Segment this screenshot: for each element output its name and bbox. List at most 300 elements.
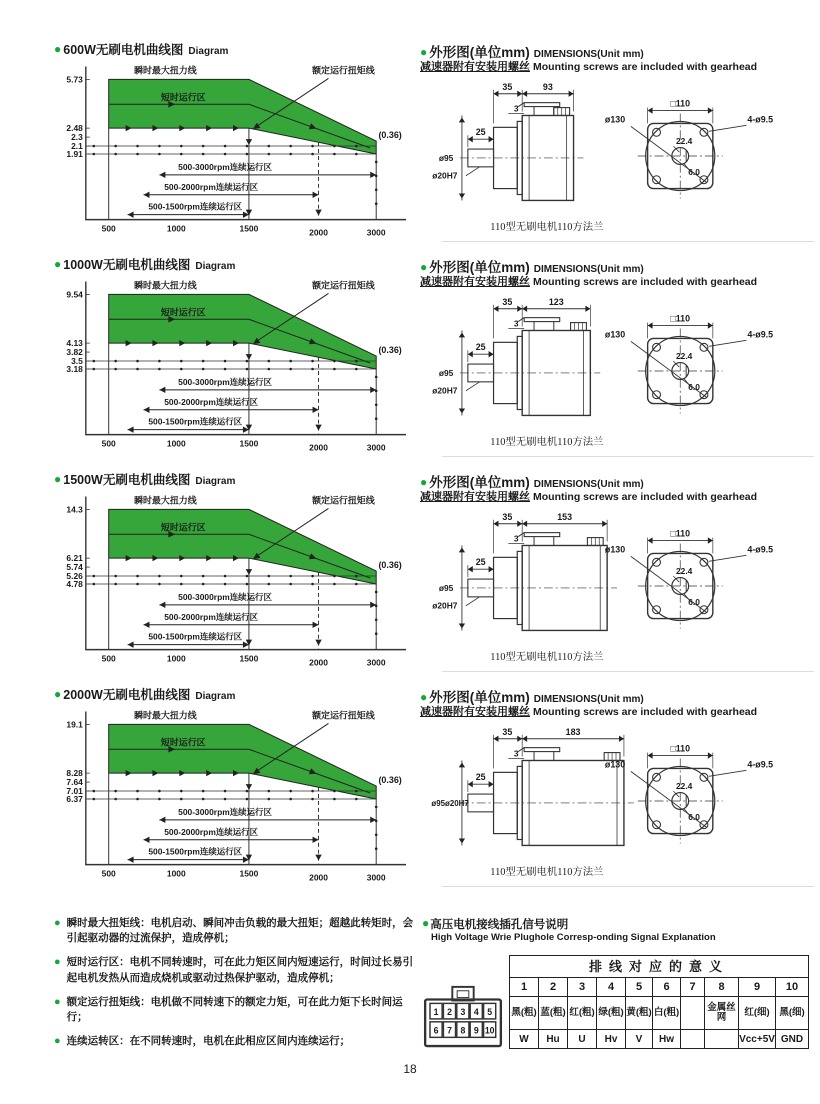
pin-number-cell: 2 <box>539 978 568 997</box>
bullet-icon: ● <box>54 472 62 486</box>
bullet-icon: ● <box>54 956 61 969</box>
rated-torque-label: 额定运行扭矩线 <box>312 65 375 76</box>
arrowhead-icon <box>459 409 465 414</box>
x-tick-label: 3000 <box>366 657 386 668</box>
signal-body <box>422 955 814 1049</box>
zone-label: 500-1500rpm连续运行区 <box>148 201 243 212</box>
short-zone-label: 短时运行区 <box>160 737 206 748</box>
x-tick-label: 1000 <box>166 438 186 449</box>
dims-subtitle <box>420 488 816 504</box>
pin-number-cell: 8 <box>705 978 739 997</box>
y-tick-label: 9.54 <box>66 289 83 300</box>
chart-title-text: 1500W无刷电机曲线图 <box>63 473 191 487</box>
arrowhead-icon <box>313 837 319 843</box>
arrowhead-icon <box>517 91 522 97</box>
arrowhead-icon <box>489 566 494 572</box>
gearhead-length-label: 35 <box>502 726 513 737</box>
dims-title-cn: 外形图(单位mm) <box>429 260 530 275</box>
arrowhead-icon <box>313 192 319 198</box>
flange-square-label: □110 <box>670 528 691 539</box>
chart-title-text: 2000W无刷电机曲线图 <box>63 688 191 702</box>
body-length-label: 93 <box>542 81 553 92</box>
arrowhead-icon <box>468 351 473 357</box>
chart-block-2000w <box>54 685 420 900</box>
torque-speed-chart-2000w <box>54 703 412 889</box>
wire-color-cell: 白(粗) <box>653 997 681 1030</box>
bullet-icon: ● <box>54 257 62 271</box>
body-dia-label: ø95ø20H7 <box>431 798 469 808</box>
arrowhead-icon <box>468 136 473 142</box>
keyway-label: 6.0 <box>688 166 700 177</box>
flange-square-label: □110 <box>670 743 691 754</box>
dims-title-cn: 外形图(单位mm) <box>429 45 530 60</box>
arrowhead-icon <box>708 537 713 543</box>
keyway-label: 6.0 <box>688 381 700 392</box>
wire-signal-cell <box>705 1030 739 1049</box>
wire-color-cell: 红(粗) <box>568 997 597 1030</box>
mounting-holes-label: 4-ø9.5 <box>747 544 774 555</box>
chart-title-text: 600W无刷电机曲线图 <box>63 43 184 57</box>
bullet-icon: ● <box>420 475 428 489</box>
bolt-circle-label: ø130 <box>604 544 626 555</box>
pin-number-cell: 5 <box>626 978 653 997</box>
arrowhead-icon <box>459 117 465 122</box>
arrowhead-icon <box>489 781 494 787</box>
arrowhead-icon <box>602 521 607 527</box>
keyway-label: 6.0 <box>688 596 700 607</box>
wire-color-cell: 黑(粗) <box>510 997 539 1030</box>
chart-title-en: Diagram <box>195 476 236 487</box>
gearhead-length-label: 35 <box>502 511 513 522</box>
short-zone-label: 短时运行区 <box>160 92 206 103</box>
dims-block-1000w <box>420 255 816 470</box>
mounting-holes-label: 4-ø9.5 <box>747 114 774 125</box>
signal-title-en: High Voltage Wrie Plughole Corresp-onding Signal Explanation <box>431 932 716 943</box>
plate-thickness-label: 3 <box>513 533 519 544</box>
connector-pin-number: 10 <box>484 1025 495 1036</box>
dims-subtitle <box>420 703 816 719</box>
zone-label: 500-1500rpm连续运行区 <box>148 416 243 427</box>
bore-dia-label: 22.4 <box>676 351 693 362</box>
dims-subtitle-en: Mounting screws are included with gearhead <box>533 706 758 718</box>
arrowhead-icon <box>370 387 376 393</box>
bore-dia-label: 22.4 <box>676 136 693 147</box>
body-dia-label: ø95 <box>438 582 454 593</box>
note-item <box>54 916 420 946</box>
peak-torque-label: 瞬时最大扭力线 <box>134 495 197 506</box>
dims-title-en: DIMENSIONS(Unit mm) <box>533 49 644 60</box>
arrowhead-icon <box>159 602 165 608</box>
torque-speed-chart-1500w <box>54 488 412 674</box>
dims-title <box>420 41 816 58</box>
bolt-circle-label: ø130 <box>604 329 626 340</box>
wire-color-cell: 红(细) <box>739 997 776 1030</box>
arrowhead-icon <box>159 172 165 178</box>
chart-title <box>54 255 420 273</box>
gearhead-length-label: 35 <box>502 296 513 307</box>
y-tick-label: 7.01 <box>66 786 83 797</box>
arrowhead-icon <box>489 136 494 142</box>
peak-torque-label: 瞬时最大扭力线 <box>134 280 197 291</box>
bolt-circle-label: ø130 <box>604 114 626 125</box>
connector-pin-number: 9 <box>473 1025 479 1036</box>
zone-label: 500-2000rpm连续运行区 <box>164 396 259 407</box>
connector-pin-number: 6 <box>433 1025 439 1036</box>
body-length-label: 153 <box>557 511 573 522</box>
shaft-bore-label: ø20H7 <box>432 600 458 611</box>
x-tick-label: 2000 <box>309 442 328 453</box>
x-tick-label: 3000 <box>366 227 386 238</box>
zone-label: 500-2000rpm连续运行区 <box>164 181 259 192</box>
chart-title-en: Diagram <box>195 261 236 272</box>
dims-subtitle <box>420 273 816 289</box>
end-value-label: (0.36) <box>378 560 402 571</box>
wire-signal-cell: V <box>626 1030 653 1049</box>
wire-signal-cell <box>681 1030 705 1049</box>
arrowhead-icon <box>313 407 319 413</box>
arrowhead-icon <box>585 306 590 312</box>
keyway-label: 6.0 <box>688 811 700 822</box>
arrowhead-icon <box>370 172 376 178</box>
x-tick-label: 1500 <box>239 223 259 234</box>
mounting-holes-label: 4-ø9.5 <box>747 759 774 770</box>
torque-speed-chart-600w <box>54 58 412 244</box>
arrowhead-icon <box>522 521 527 527</box>
y-tick-label: 14.3 <box>66 504 83 515</box>
y-tick-label: 4.78 <box>66 578 83 589</box>
y-tick-label: 3.82 <box>66 347 83 358</box>
arrowhead-icon <box>468 566 473 572</box>
y-tick-label: 5.73 <box>66 74 83 85</box>
dims-subtitle-en: Mounting screws are included with gearhead <box>533 491 758 503</box>
pin-number-cell: 7 <box>681 978 705 997</box>
arrowhead-icon <box>522 91 527 97</box>
rated-torque-label: 额定运行扭矩线 <box>312 710 375 721</box>
shaft-length-label: 25 <box>475 127 486 138</box>
dims-subtitle <box>420 58 816 74</box>
pin-number-cell: 1 <box>510 978 539 997</box>
wire-signal-cell: W <box>510 1030 539 1049</box>
note-text: 连续运转区：在不同转速时，电机在此相应区间内连续运行； <box>66 1035 351 1048</box>
zone-label: 500-2000rpm连续运行区 <box>164 826 259 837</box>
drawing-caption: 110型无刷电机110方法兰 <box>490 652 604 664</box>
short-zone-label: 短时运行区 <box>160 522 206 533</box>
chart-block-1500w <box>54 470 420 685</box>
dims-title <box>420 686 816 703</box>
dims-subtitle-en: Mounting screws are included with gearhead <box>533 276 758 288</box>
arrowhead-icon <box>517 521 522 527</box>
wire-signal-cell: Hv <box>597 1030 626 1049</box>
plate-thickness-label: 3 <box>513 318 519 329</box>
drawing-caption: 110型无刷电机110方法兰 <box>490 867 604 879</box>
bolt-circle-label: ø130 <box>604 759 626 770</box>
arrowhead-icon <box>494 306 499 312</box>
operating-region <box>109 294 377 369</box>
note-item <box>54 995 420 1025</box>
connector-pin-number: 5 <box>487 1007 493 1018</box>
bullet-icon: ● <box>420 690 428 704</box>
arrowhead-icon <box>522 306 527 312</box>
zone-label: 500-3000rpm连续运行区 <box>178 591 272 602</box>
arrowhead-icon <box>370 817 376 823</box>
x-tick-label: 1000 <box>166 653 186 664</box>
note-item <box>54 1034 420 1049</box>
shaft-length-label: 25 <box>475 772 486 783</box>
x-tick-label: 2000 <box>309 657 328 668</box>
chart-block-1000w <box>54 255 420 470</box>
wire-color-cell: 黄(粗) <box>626 997 653 1030</box>
signal-title-cn: 高压电机接线插孔信号说明 <box>430 919 569 931</box>
dimension-drawing-1500w <box>420 504 816 666</box>
end-value-label: (0.36) <box>378 130 402 141</box>
connector-pin-number: 8 <box>460 1025 466 1036</box>
arrowhead-icon <box>522 736 527 742</box>
body-dia-label: ø95 <box>438 152 454 163</box>
arrowhead-icon <box>619 736 624 742</box>
y-tick-label: 3.18 <box>66 363 83 374</box>
arrowhead-icon <box>459 624 465 629</box>
shaft-length-label: 25 <box>475 557 486 568</box>
y-tick-label: 6.37 <box>66 793 83 804</box>
x-tick-label: 2000 <box>309 227 328 238</box>
note-text: 额定运行扭矩线：电机做不同转速下的额定力矩，可在此力矩下长时间运行； <box>66 995 403 1024</box>
arrowhead-icon <box>517 736 522 742</box>
arrowhead-icon <box>708 752 713 758</box>
wire-signal-cell: U <box>568 1030 597 1049</box>
x-tick-label: 500 <box>101 653 116 664</box>
y-tick-label: 3.5 <box>71 356 83 367</box>
arrowhead-icon <box>144 192 150 198</box>
arrowhead-icon <box>648 537 653 543</box>
arrowhead-icon <box>370 602 376 608</box>
wire-color-cell: 绿(粗) <box>597 997 626 1030</box>
x-tick-label: 3000 <box>366 442 386 453</box>
signal-section <box>422 916 814 1059</box>
arrowhead-icon <box>315 425 321 431</box>
pin-number-cell: 3 <box>568 978 597 997</box>
arrowhead-icon <box>494 736 499 742</box>
zone-label: 500-3000rpm连续运行区 <box>178 376 272 387</box>
arrowhead-icon <box>128 641 134 647</box>
arrowhead-icon <box>459 762 465 767</box>
dims-title <box>420 256 816 273</box>
arrowhead-icon <box>246 139 252 145</box>
arrowhead-icon <box>315 640 321 646</box>
dims-subtitle-cn: 减速器附有安装用螺丝 <box>420 276 530 288</box>
dims-subtitle-en: Mounting screws are included with gearhead <box>533 61 758 73</box>
torque-speed-chart-1000w <box>54 273 412 459</box>
bullet-icon: ● <box>54 1035 61 1048</box>
dims-title-en: DIMENSIONS(Unit mm) <box>533 694 644 705</box>
y-tick-label: 8.28 <box>66 768 83 779</box>
body-dia-label: ø95 <box>438 367 454 378</box>
x-tick-label: 1000 <box>166 223 186 234</box>
row-1500w <box>54 470 820 685</box>
mounting-holes-label: 4-ø9.5 <box>747 329 774 340</box>
x-tick-label: 1000 <box>166 868 186 879</box>
y-tick-label: 1.91 <box>66 148 83 159</box>
wire-color-cell <box>681 997 705 1030</box>
pin-number-cell: 9 <box>739 978 776 997</box>
bullet-icon: ● <box>54 995 61 1008</box>
chart-title-text: 1000W无刷电机曲线图 <box>63 258 191 272</box>
dims-title <box>420 471 816 488</box>
arrowhead-icon <box>313 622 319 628</box>
y-tick-label: 5.26 <box>66 571 83 582</box>
y-tick-label: 6.21 <box>66 553 83 564</box>
shaft-length-label: 25 <box>475 342 486 353</box>
arrowhead-icon <box>648 107 653 113</box>
arrowhead-icon <box>144 407 150 413</box>
arrowhead-icon <box>159 387 165 393</box>
x-tick-label: 1500 <box>239 653 259 664</box>
pin-number-cell: 6 <box>653 978 681 997</box>
wire-color-cell: 黑(细) <box>776 997 809 1030</box>
arrowhead-icon <box>459 194 465 199</box>
bullet-icon: ● <box>54 687 62 701</box>
bore-dia-label: 22.4 <box>676 566 693 577</box>
y-tick-label: 2.3 <box>71 132 83 143</box>
arrowhead-icon <box>128 856 134 862</box>
wire-signal-cell: Vcc+5V <box>739 1030 776 1049</box>
body-length-label: 183 <box>565 726 581 737</box>
pin-number-cell: 4 <box>597 978 626 997</box>
wire-color-cell: 金属丝网 <box>705 997 739 1030</box>
page-number: 18 <box>403 1062 417 1076</box>
zone-label: 500-1500rpm连续运行区 <box>148 631 243 642</box>
note-text: 瞬时最大扭矩线：电机启动、瞬间冲击负载的最大扭矩；超越此转矩时，会引起驱动器的过流保护，造成停机； <box>66 917 414 945</box>
row-1000w <box>54 255 820 470</box>
arrowhead-icon <box>128 426 134 432</box>
arrowhead-icon <box>459 332 465 337</box>
dims-title-cn: 外形图(单位mm) <box>429 475 530 490</box>
zone-label: 500-1500rpm连续运行区 <box>148 846 243 857</box>
peak-torque-label: 瞬时最大扭力线 <box>134 710 197 721</box>
dimension-drawing-600w <box>420 74 816 236</box>
x-tick-label: 1500 <box>239 868 259 879</box>
arrowhead-icon <box>128 211 134 217</box>
x-tick-label: 500 <box>101 223 116 234</box>
arrowhead-icon <box>494 91 499 97</box>
rated-torque-label: 额定运行扭矩线 <box>312 280 375 291</box>
y-tick-label: 4.13 <box>66 338 83 349</box>
dims-block-2000w <box>420 685 816 900</box>
bullet-icon: ● <box>420 260 428 274</box>
arrowhead-icon <box>459 839 465 844</box>
dims-subtitle-cn: 减速器附有安装用螺丝 <box>420 61 530 73</box>
gearhead-length-label: 35 <box>502 81 513 92</box>
bullet-icon: ● <box>54 917 61 929</box>
zone-label: 500-3000rpm连续运行区 <box>178 806 272 817</box>
dimension-drawing-1000w <box>420 289 816 451</box>
x-tick-label: 500 <box>101 438 116 449</box>
wire-signal-cell: Hu <box>539 1030 568 1049</box>
operating-region <box>109 79 377 154</box>
rated-torque-label: 额定运行扭矩线 <box>312 495 375 506</box>
connector-pin-number: 4 <box>473 1007 479 1018</box>
bore-dia-label: 22.4 <box>676 781 693 792</box>
notes-list <box>54 916 420 1059</box>
dims-title-en: DIMENSIONS(Unit mm) <box>533 479 644 490</box>
arrowhead-icon <box>459 547 465 552</box>
body-length-label: 123 <box>548 296 564 307</box>
bullet-icon: ● <box>420 45 428 59</box>
arrowhead-icon <box>315 210 321 216</box>
arrowhead-icon <box>246 784 252 790</box>
arrowhead-icon <box>648 752 653 758</box>
x-tick-label: 2000 <box>309 872 328 883</box>
short-zone-label: 短时运行区 <box>160 307 206 318</box>
connector-pin-number: 7 <box>447 1025 452 1036</box>
operating-region <box>109 724 377 799</box>
connector-pin-number: 1 <box>433 1007 439 1018</box>
zone-label: 500-2000rpm连续运行区 <box>164 611 259 622</box>
chart-title <box>54 40 420 58</box>
arrowhead-icon <box>144 622 150 628</box>
chart-title-en: Diagram <box>188 46 229 57</box>
flange-square-label: □110 <box>670 98 691 109</box>
wire-signal-cell: GND <box>776 1030 809 1049</box>
drawing-caption: 110型无刷电机110方法兰 <box>490 437 604 449</box>
bullet-icon: ● <box>422 916 430 930</box>
connector-pin-number: 3 <box>460 1007 466 1018</box>
bullet-icon: ● <box>54 42 62 56</box>
y-tick-label: 2.48 <box>66 123 83 134</box>
signal-title <box>422 916 814 932</box>
chart-title <box>54 685 420 703</box>
x-tick-label: 500 <box>101 868 116 879</box>
operating-region <box>109 509 377 584</box>
dimension-drawing-2000w <box>420 719 816 881</box>
dims-block-1500w <box>420 470 816 685</box>
plate-thickness-label: 3 <box>513 748 519 759</box>
arrowhead-icon <box>569 91 574 97</box>
dims-title-en: DIMENSIONS(Unit mm) <box>533 264 644 275</box>
arrowhead-icon <box>517 306 522 312</box>
arrowhead-icon <box>159 817 165 823</box>
dims-title-cn: 外形图(单位mm) <box>429 690 530 705</box>
y-tick-label: 2.1 <box>71 141 83 152</box>
dims-subtitle-cn: 减速器附有安装用螺丝 <box>420 491 530 503</box>
arrowhead-icon <box>489 351 494 357</box>
wire-signal-cell: Hw <box>653 1030 681 1049</box>
x-tick-label: 1500 <box>239 438 259 449</box>
bottom-section <box>0 900 820 1059</box>
arrowhead-icon <box>246 354 252 360</box>
chart-title-en: Diagram <box>195 691 236 702</box>
wire-color-cell: 蓝(粗) <box>539 997 568 1030</box>
peak-torque-label: 瞬时最大扭力线 <box>134 65 197 76</box>
arrowhead-icon <box>144 837 150 843</box>
arrowhead-icon <box>648 322 653 328</box>
shaft-bore-label: ø20H7 <box>432 170 458 181</box>
zone-label: 500-3000rpm连续运行区 <box>178 161 272 172</box>
arrowhead-icon <box>468 781 473 787</box>
chart-block-600w <box>54 40 420 255</box>
table-title: 排线对应的意义 <box>510 956 809 978</box>
y-tick-label: 19.1 <box>66 719 83 730</box>
end-value-label: (0.36) <box>378 345 402 356</box>
end-value-label: (0.36) <box>378 775 402 786</box>
flange-square-label: □110 <box>670 313 691 324</box>
row-2000w <box>54 685 820 900</box>
arrowhead-icon <box>708 107 713 113</box>
connector-pin-number: 2 <box>447 1007 452 1018</box>
note-item <box>54 955 420 985</box>
row-600w <box>54 40 820 255</box>
drawing-caption: 110型无刷电机110方法兰 <box>490 222 604 234</box>
wire-signal-table <box>509 955 809 1049</box>
